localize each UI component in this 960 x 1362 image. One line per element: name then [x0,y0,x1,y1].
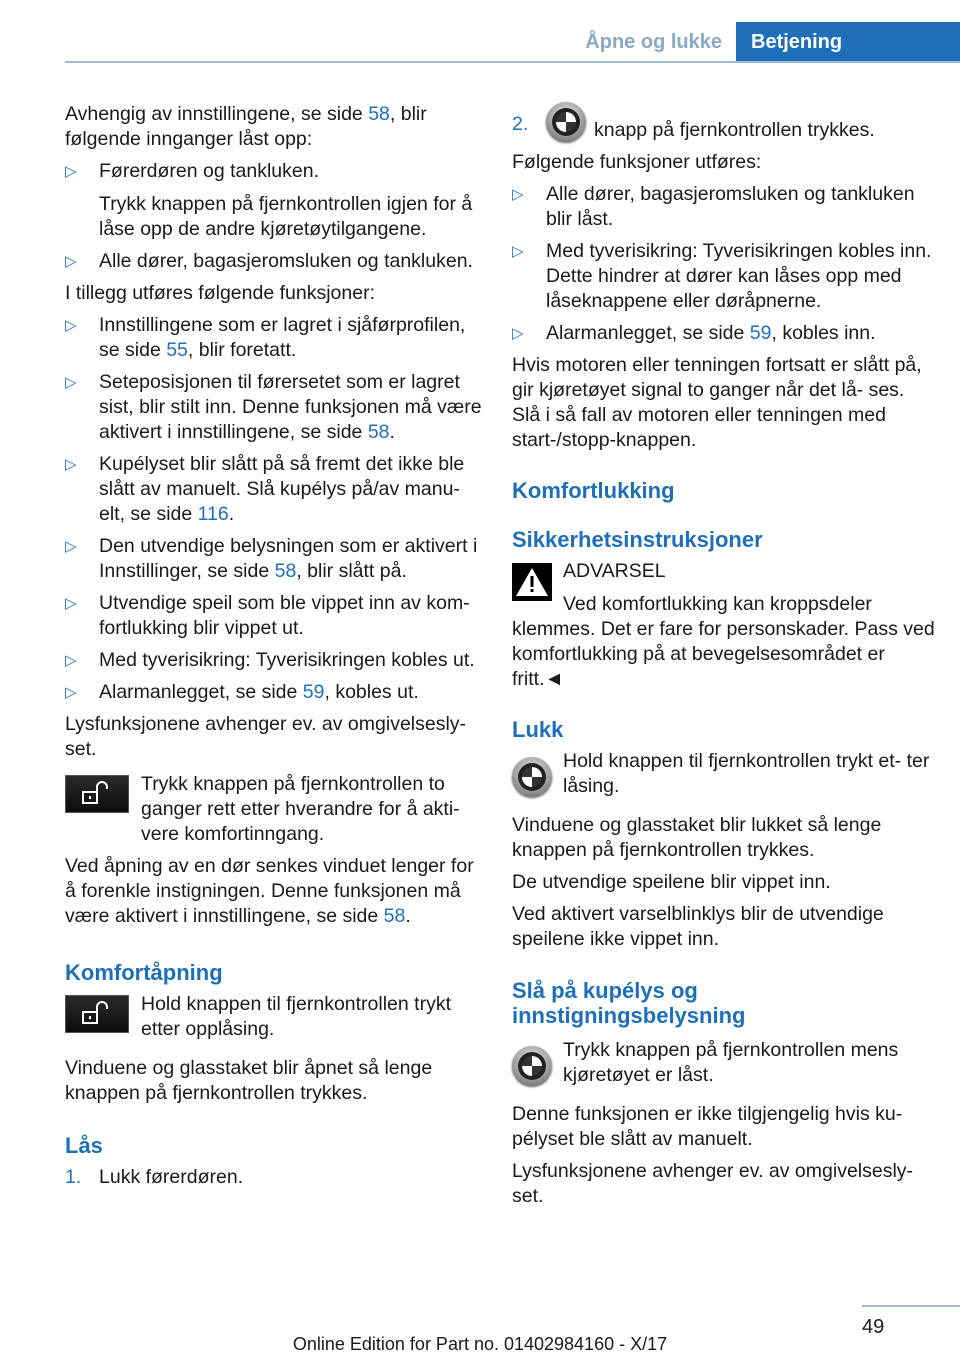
paragraph: Vinduene og glasstaket blir åpnet så lenge knappen på fjernkontrollen trykkes. [65,1057,433,1104]
bmw-key-icon [546,102,586,142]
numbered-item: 1. Lukk førerdøren. [65,1166,244,1188]
page-link[interactable]: 58 [274,560,297,582]
bullet-icon: ▷ [512,186,524,203]
paragraph: Lysfunksjonene avhenger ev. av omgivelsesly‐ set. [65,713,467,760]
bullet-icon: ▷ [512,325,524,342]
key-instruction: Trykk knappen på fjernkontrollen mens kjøretøyet er låst. [512,1038,937,1088]
section-heading: Lukk [512,717,564,742]
section-heading: Komfortlukking [512,478,675,503]
list-item: ▷ Alarmanlegget, se side 59, kobles inn. [512,322,876,344]
list-item: ▷ Alle dører, bagasjeromsluken og tankluken. [65,250,473,272]
list-item: ▷ Med tyverisikring: Tyverisikringen kobles ut. [65,649,475,671]
page-header [0,0,960,62]
subsection-heading: Sikkerhetsinstruksjoner [512,527,763,552]
page-number: 49 [862,1316,885,1338]
header-rule [65,61,960,63]
list-item: ▷ Alle dører, bagasjeromsluken og tankluken blir låst. [512,183,915,230]
step-number: 2. [512,113,529,135]
bmw-key-icon [512,1046,552,1086]
paragraph: Denne funksjonen er ikke tilgjengelig hvis ku‐ pélyset ble slått av manuelt. [512,1103,903,1150]
paragraph: Vinduene og glasstaket blir lukket så lenge knappen på fjernkontrollen trykkes. [512,814,882,861]
numbered-item: 2. knapp på fjernkontrollen trykkes. [512,102,937,143]
intro-paragraph: Avhengig av innstillingene, se side 58, blir følgende innganger låst opp: [65,103,427,150]
bullet-icon: ▷ [512,243,524,260]
paragraph: Lysfunksjonene avhenger ev. av omgivelsesly‐ set. [512,1160,914,1207]
key-instruction: Hold knappen til fjernkontrollen trykt et‐ ter låsing. [512,749,937,799]
page-link[interactable]: 59 [749,322,772,344]
bmw-key-icon [512,757,552,797]
paragraph: Hvis motoren eller tenningen fortsatt er slått på, gir kjøretøyet signal to ganger når det lå‐ ses. Slå i så fall av motoren eller tenningen med start-/stopp-knappen. [512,354,922,451]
right-column [512,102,937,1216]
warning-icon [512,563,552,601]
bullet-icon: ▷ [65,317,77,334]
bullet-icon: ▷ [65,538,77,555]
bullet-icon: ▷ [65,684,77,701]
page-link[interactable]: 116 [197,503,229,525]
paragraph: Ved aktivert varselblinklys blir de utvendige speilene ikke vippet inn. [512,903,884,950]
page-link[interactable]: 58 [383,905,406,927]
list-item: ▷ Førerdøren og tankluken. Trykk knappen på fjernkontrollen igjen for å låse opp de andre kjøretøytilgangene. [65,160,473,240]
list-item: ▷ Utvendige speil som ble vippet inn av kom‐ fortlukking blir vippet ut. [65,592,470,639]
bullet-icon: ▷ [65,595,77,612]
list-item: ▷ Den utvendige belysningen som er aktivert i Innstillinger, se side 58, blir slått på. [65,535,478,582]
edition-note: Online Edition for Part no. 01402984160 - X/17 [292,1334,668,1354]
page-link[interactable]: 58 [368,103,390,125]
list-item: ▷ Seteposisjonen til førersetet som er lagret sist, blir stilt inn. Denne funksjonen må være aktivert i innstillingene, se side 58. [65,371,482,443]
unlock-button-icon [65,775,129,813]
unlock-button-instruction: Hold knappen til fjernkontrollen trykt etter opplåsing. [65,992,485,1042]
bullet-icon: ▷ [65,456,77,473]
bullet-icon: ▷ [65,652,77,669]
page-link[interactable]: 58 [367,421,390,443]
unlock-button-icon [65,995,129,1033]
page-link[interactable]: 59 [302,681,325,703]
section-heading: Lås [65,1133,103,1158]
list-item: ▷ Med tyverisikring: Tyverisikringen kobles inn. Dette hindrer at dører kan låses opp med låseknappene eller døråpnerne. [512,240,932,312]
list-item: ▷ Innstillingene som er lagret i sjåførprofilen, se side 55, blir foretatt. [65,314,466,361]
bullet-icon: ▷ [65,163,77,180]
warning-title: ADVARSEL [563,560,666,582]
bullet-icon: ▷ [65,374,77,391]
paragraph: Følgende funksjoner utføres: [512,151,762,173]
paragraph: De utvendige speilene blir vippet inn. [512,871,831,893]
warning-text: Ved komfortlukking kan kroppsdeler klemmes. Det er fare for personskader. Pass ved komfortlukking på at bevegelsesområdet er fritt.◄ [512,593,935,690]
paragraph: Ved åpning av en dør senkes vinduet lenger for å forenkle instigningen. Denne funksjonen må være aktivert i innstillingene, se side 58. [65,855,474,927]
header-chapter-tab: Betjening [736,22,960,62]
warning-block [512,559,937,692]
section-heading: Slå på kupélys og innstigningsbelysning [512,978,746,1028]
list-item: ▷ Alarmanlegget, se side 59, kobles ut. [65,681,419,703]
list-item: ▷ Kupélyset blir slått på så fremt det ikke ble slått av manuelt. Slå kupélys på/av manu‐ elt, se side 116. [65,453,465,525]
paragraph: I tillegg utføres følgende funksjoner: [65,282,375,304]
section-heading: Komfortåpning [65,960,223,985]
header-section-title: Åpne og lukke [585,31,722,53]
left-column [65,102,485,1197]
footer-rule [862,1305,960,1307]
unlock-button-instruction: Trykk knappen på fjernkontrollen to ganger rett etter hverandre for å akti‐ vere komfortinngang. [65,772,485,847]
bullet-icon: ▷ [65,253,77,270]
step-number: 1. [65,1166,82,1188]
page-link[interactable]: 55 [166,339,188,361]
